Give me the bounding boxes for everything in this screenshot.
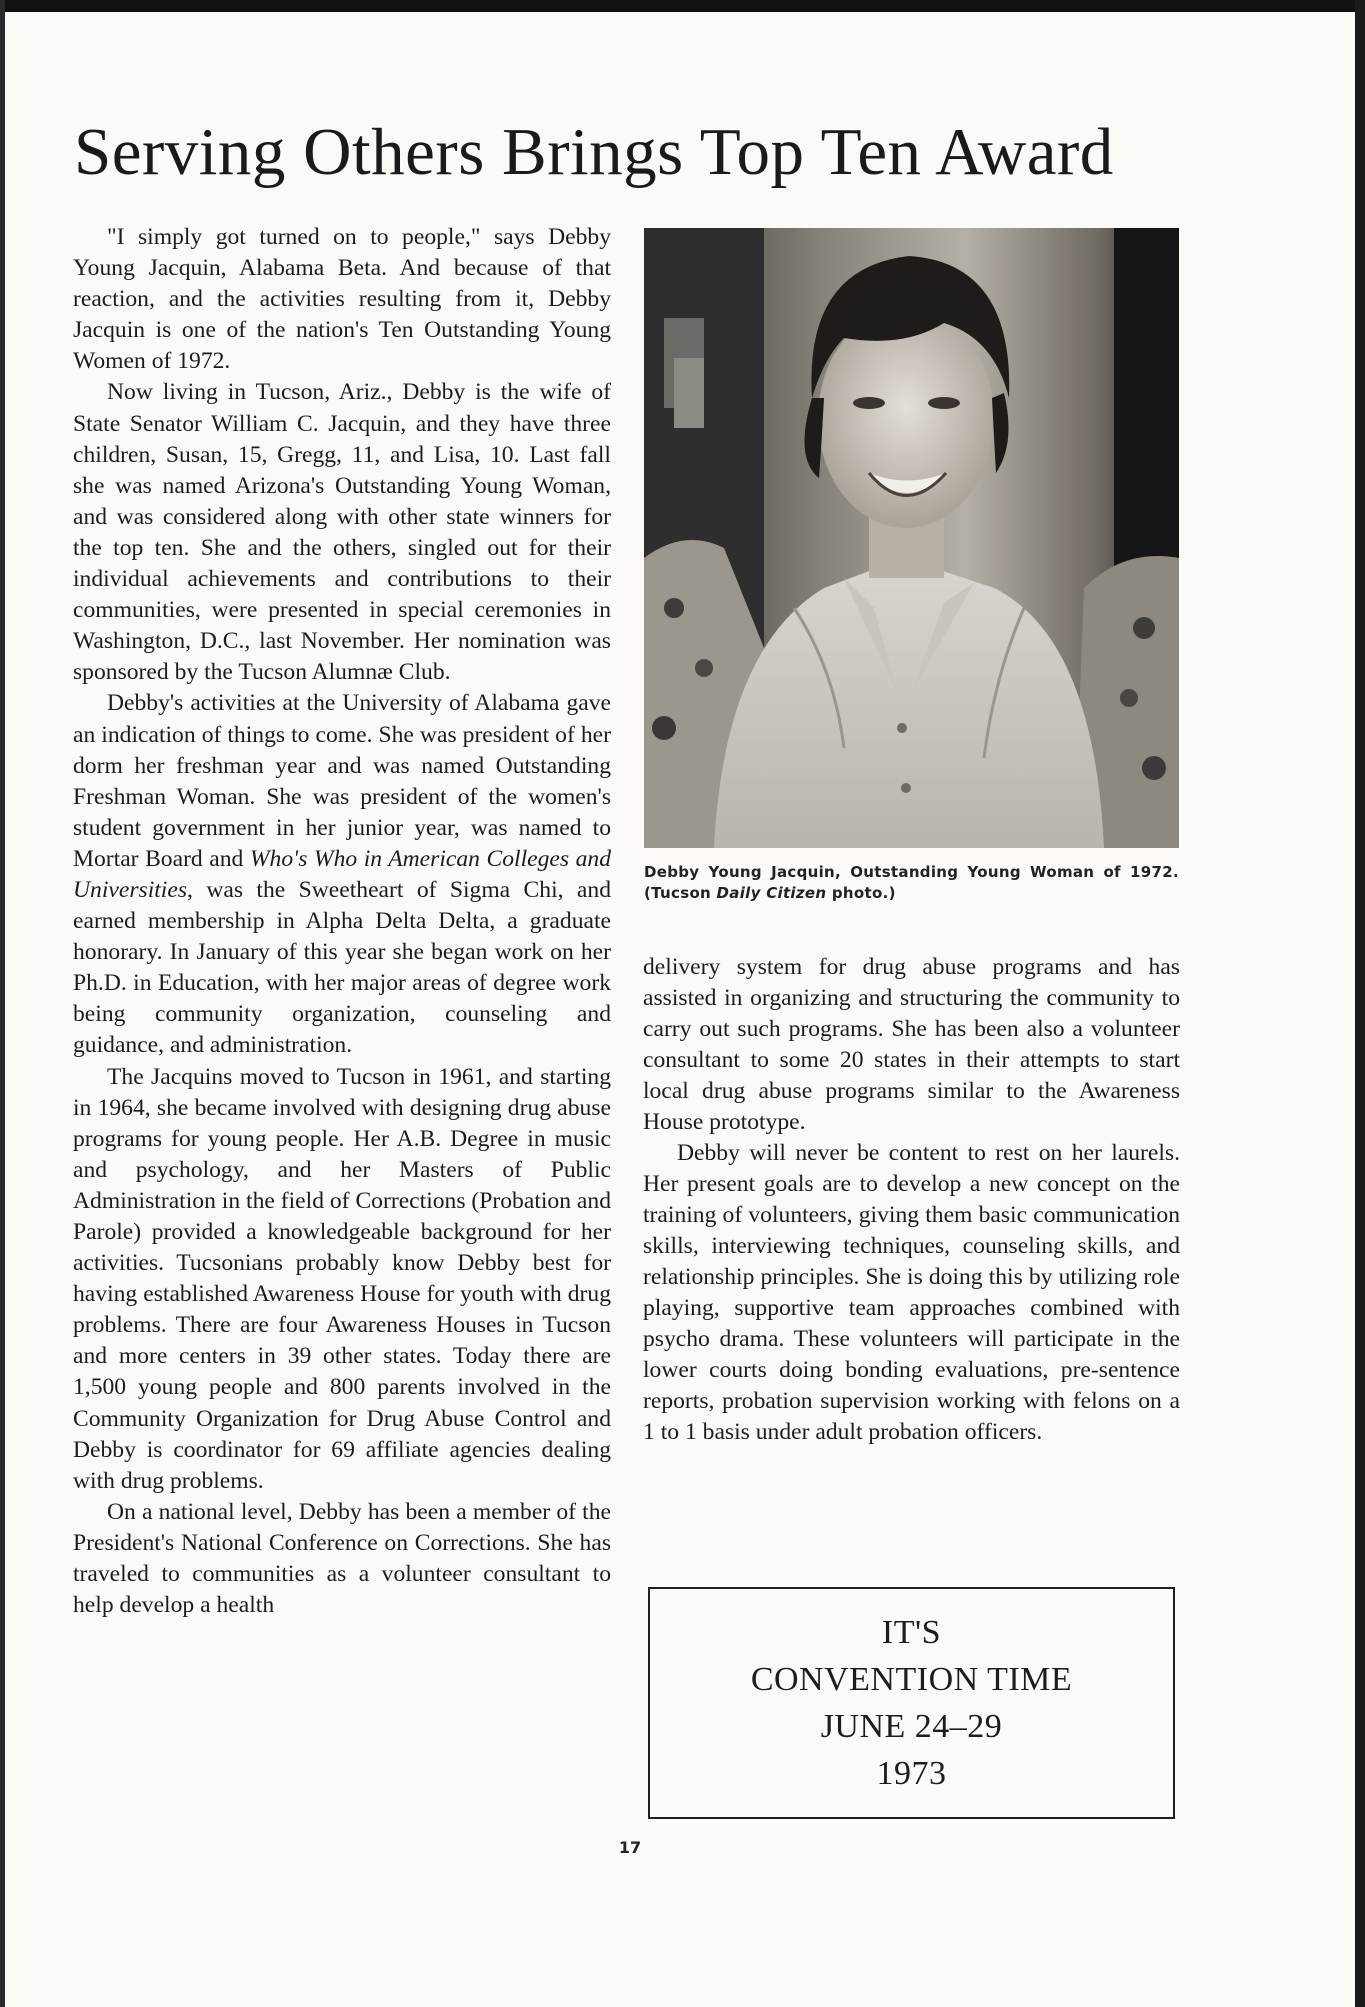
publication-title: Who's Who in American Colleges and Universities	[73, 845, 612, 903]
photo-caption: Debby Young Jacquin, Outstanding Young Woman of 1972. (Tucson Daily Citizen photo.)	[644, 863, 1179, 902]
paragraph: Debby will never be content to rest on her laurels. Her present goals are to develop a new concept on the training of volunteers, giving them basic communication skills, interviewing techniques, counseling skills, and relationship principles. She is doing this by utilizing role playing, supportive team approaches combined with psycho drama. These volunteers will participate in the lower courts doing bonding evaluations, pre-sentence reports, probation supervision working with felons on a 1 to 1 basis under adult probation officers.	[643, 1140, 1180, 1445]
notice-line: IT'S	[881, 1614, 942, 1651]
portrait-illustration	[644, 228, 1179, 848]
paragraph: The Jacquins moved to Tucson in 1961, and starting in 1964, she became involved with designing drug abuse programs for young people. Her A.B. Degree in music and psychology, and her Masters of Public Administration in the field of Corrections (Probation and Parole) provided a knowledgeable background for her activities. Tucsonians probably know Debby best for having established Awareness House for youth with drug problems. There are four Awareness Houses in Tucson and more centers in 39 other states. Today there are 1,500 young people and 800 parents involved in the Community Organization for Drug Abuse Control and Debby is coordinator for 69 affiliate agencies dealing with drug problems.	[73, 1063, 611, 1494]
notice-line: JUNE 24–29	[820, 1708, 1003, 1745]
page-number: 17	[618, 1838, 642, 1857]
notice-line: 1973	[876, 1755, 947, 1792]
paragraph: On a national level, Debby has been a member of the President's National Conference on Corrections. She has traveled to communities as a volunteer consultant to help develop a health	[73, 1498, 611, 1619]
portrait-photo	[644, 228, 1179, 848]
right-column	[643, 952, 1180, 1448]
caption-publication: Daily Citizen	[716, 884, 827, 902]
paragraph: delivery system for drug abuse programs and has assisted in organizing and structuring the community to carry out such programs. She has been also a volunteer consultant to some 20 states in their attempts to start local drug abuse programs similar to the Awareness House prototype.	[643, 954, 1180, 1135]
left-column	[73, 222, 611, 1621]
paragraph: "I simply got turned on to people," says Debby Young Jacquin, Alabama Beta. And because of that reaction, and the activities resulting from it, Debby Jacquin is one of the nation's Ten Outstanding Young Women of 1972.	[73, 224, 611, 375]
article-headline: Serving Others Brings Top Ten Award	[74, 115, 1114, 189]
paragraph: Debby's activities at the University of Alabama gave an indication of things to come. She was president of her dorm her freshman year and was named Outstanding Freshman Woman. She was president of the women's student government in her junior year, was named to Mortar Board and Who's Who in American Colleges and Universities, was the Sweetheart of Sigma Chi, and earned membership in Alpha Delta Delta, a graduate honorary. In January of this year she began work on her Ph.D. in Education, with her major areas of degree work being community organization, counseling and guidance, and administration.	[73, 690, 612, 1059]
notice-line: CONVENTION TIME	[750, 1661, 1073, 1698]
scan-border-left	[0, 0, 5, 2007]
paragraph: Now living in Tucson, Ariz., Debby is the wife of State Senator William C. Jacquin, and they have three children, Susan, 15, Gregg, 11, and Lisa, 10. Last fall she was named Arizona's Outstanding Young Woman, and was considered along with other state winners for the top ten. She and the others, singled out for their individual achievements and contributions to their communities, were presented in special ceremonies in Washington, D.C., last November. Her nomination was sponsored by the Tucson Alumnæ Club.	[73, 379, 611, 686]
scan-border-top	[0, 0, 1365, 12]
convention-notice-box	[648, 1587, 1175, 1819]
scan-border-right	[1355, 0, 1365, 2007]
